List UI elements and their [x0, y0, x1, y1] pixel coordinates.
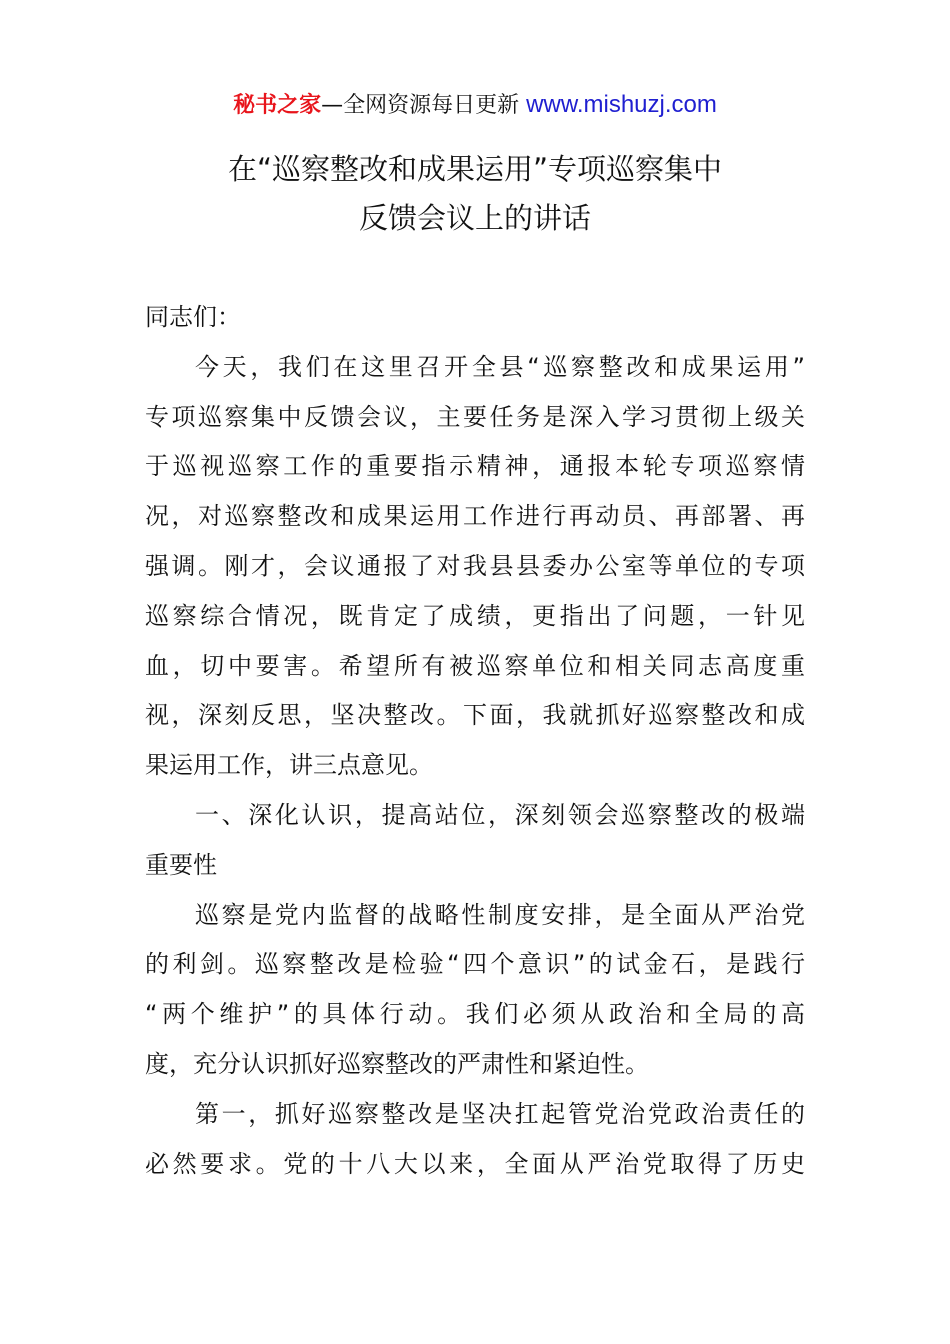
text-line: 巡察是党内监督的战略性制度安排，是全面从严治党	[195, 900, 805, 929]
text-line: 强调。刚才，会议通报了对我县县委办公室等单位的专项	[145, 551, 805, 580]
text-line: 一、深化认识，提高站位，深刻领会巡察整改的极端	[195, 800, 805, 829]
text-line: “两个维护”的具体行动。我们必须从政治和全局的高	[145, 1000, 805, 1029]
site-url[interactable]: www.mishuzj.com	[526, 91, 717, 118]
text-line: 视，深刻反思，坚决整改。下面，我就抓好巡察整改和成	[145, 701, 805, 730]
text-line: 度，充分认识抓好巡察整改的严肃性和紧迫性。	[145, 1049, 649, 1078]
site-header	[0, 88, 950, 123]
text-line: 第一，抓好巡察整改是坚决扛起管党治党政治责任的	[195, 1099, 805, 1128]
text-line: 血，切中要害。希望所有被巡察单位和相关同志高度重	[145, 651, 805, 680]
document-title-line-2: 反馈会议上的讲话	[358, 201, 591, 235]
brand-name: 秘书之家	[233, 93, 322, 118]
text-line: 于巡视巡察工作的重要指示精神，通报本轮专项巡察情	[145, 452, 805, 481]
text-line: 今天，我们在这里召开全县“巡察整改和成果运用”	[195, 352, 805, 381]
text-line: 况，对巡察整改和成果运用工作进行再动员、再部署、再	[145, 502, 805, 531]
text-line: 同志们：	[145, 303, 241, 331]
document-body	[145, 296, 805, 1192]
text-line: 重要性	[145, 850, 217, 879]
text-line: 必然要求。党的十八大以来，全面从严治党取得了历史	[145, 1149, 805, 1178]
text-line: 果运用工作，讲三点意见。	[145, 751, 433, 780]
text-line: 的利剑。巡察整改是检验“四个意识”的试金石，是践行	[145, 950, 805, 979]
header-tagline: —全网资源每日更新	[321, 93, 527, 118]
text-line: 专项巡察集中反馈会议，主要任务是深入学习贯彻上级关	[145, 402, 805, 431]
text-line: 巡察综合情况，既肯定了成绩，更指出了问题，一针见	[145, 601, 805, 630]
document-title-line-1: 在“巡察整改和成果运用”专项巡察集中	[227, 152, 723, 186]
